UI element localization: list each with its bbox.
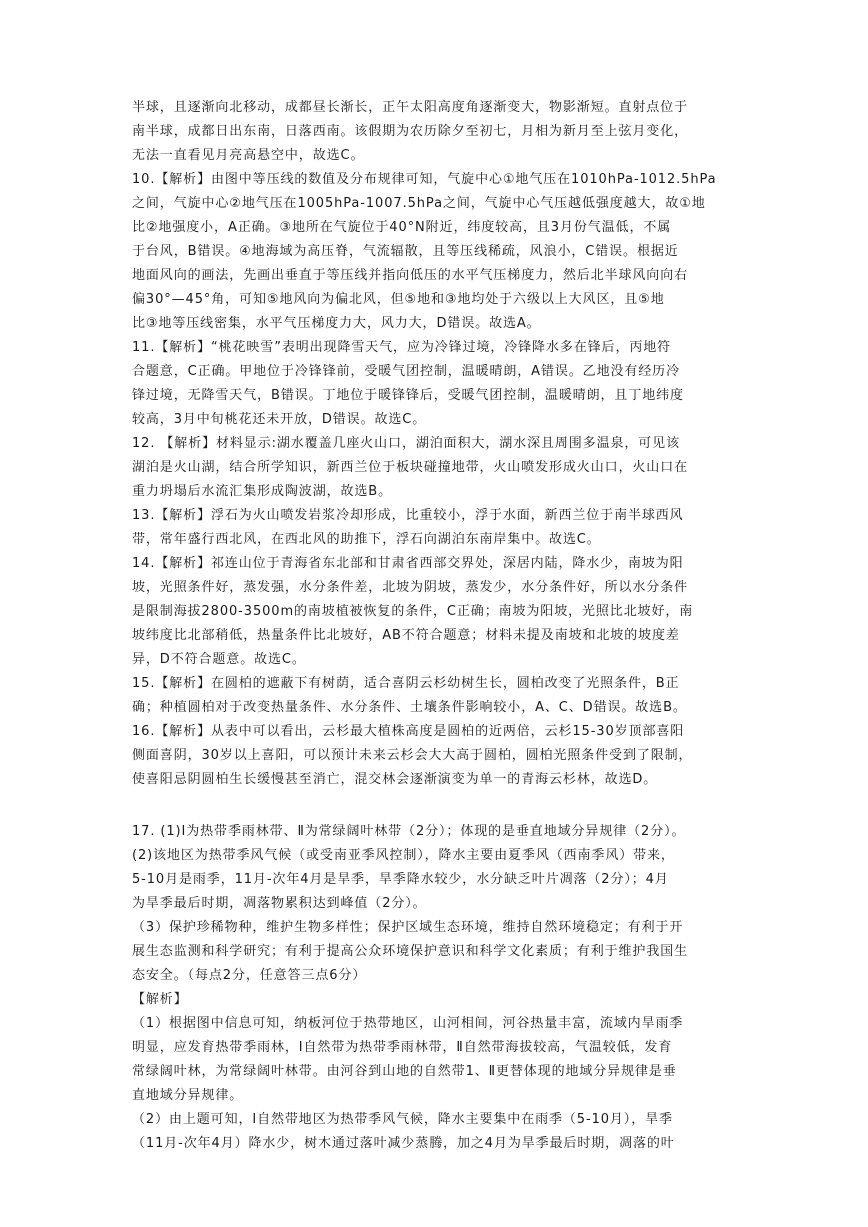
text-line: 14.【解析】祁连山位于青海省东北部和甘肃省西部交界处，深居内陆，降水少，南坡为阳 [132,556,684,571]
text-line: 5-10月是雨季，11月-次年4月是旱季，旱季降水较少，水分缺乏叶片凋落（2分）；4月 [132,872,669,887]
text-line: 半球，且逐渐向北移动，成都昼长渐长，正午太阳高度角逐渐变大，物影渐短。直射点位于 [132,100,689,115]
text-line: 是限制海拔2800-3500m的南坡植被恢复的条件，C正确；南坡为阳坡，光照比北坡好，南 [132,604,694,619]
text-line: 态安全。（每点2分，任意答三点6分） [132,968,367,983]
text-line: （1）根据图中信息可知，纳板河位于热带地区，山河相间，河谷热量丰富，流域内旱雨季 [132,1016,684,1031]
text-line: 地面风向的画法，先画出垂直于等压线并指向低压的水平气压梯度力，然后北半球风向向右 [132,268,689,283]
answers-block-q17 [132,820,740,1156]
text-line: 直地域分异规律。 [132,1088,244,1103]
text-line: (2)该地区为热带季风气候（或受南亚季风控制），降水主要由夏季风（西南季风）带来， [132,848,675,863]
text-line: 13.【解析】浮石为火山喷发岩浆冷却形成，比重较小，浮于水面，新西兰位于南半球西风 [132,508,684,523]
text-line: 重力坍塌后水流汇集形成陶波湖，故选B。 [132,484,393,499]
text-line: 湖泊是火山湖，结合所学知识，新西兰位于板块碰撞地带，火山喷发形成火山口，火山口在 [132,460,689,475]
text-line: 展生态监测和科学研究；有利于提高公众环境保护意识和科学文化素质；有利于维护我国生 [132,944,689,959]
text-line: 16.【解析】从表中可以看出，云杉最大植株高度是圆柏的近两倍，云杉15-30岁顶部喜阳 [132,724,685,739]
text-line: 南半球，成都日出东南，日落西南。该假期为农历除夕至初七，月相为新月至上弦月变化， [132,124,689,139]
text-line: 较高，3月中旬桃花还未开放，D错误。故选C。 [132,412,427,427]
text-line: 合题意，C正确。甲地位于冷锋锋前，受暖气团控制，温暖晴朗，A错误。乙地没有经历冷 [132,364,680,379]
text-line: 17. (1)Ⅰ为热带季雨林带、Ⅱ为常绿阔叶林带（2分）；体现的是垂直地域分异规律（2分）。 [132,824,686,839]
text-line: 11.【解析】“桃花映雪”表明出现降雪天气，应为冷锋过境，冷锋降水多在锋后，丙地符 [132,340,672,355]
text-line: 比③地等压线密集，水平气压梯度力大，风力大，D错误。故选A。 [132,316,541,331]
text-line: 侧面喜阴，30岁以上喜阳，可以预计未来云杉会大大高于圆柏，圆柏光照条件受到了限制， [132,748,693,763]
text-line: 使喜阳忌阴圆柏生长缓慢甚至消亡，混交林会逐渐演变为单一的青海云杉林，故选D。 [132,772,658,787]
text-line: 之间，气旋中心②地气压在1005hPa-1007.5hPa之间，气旋中心气压越低强度越大，故①地 [132,196,706,211]
text-line: 带，常年盛行西北风，在西北风的助推下，浮石向湖泊东南岸集中。故选C。 [132,532,601,547]
text-line: （3）保护珍稀物种，维护生物多样性；保护区域生态环境，维持自然环境稳定；有利于开 [132,920,684,935]
text-line: 明显，应发育热带季雨林，Ⅰ自然带为热带季雨林带，Ⅱ自然带海拔较高，气温较低，发育 [132,1040,673,1055]
text-line: 确；种植圆柏对于改变热量条件、水分条件、土壤条件影响较小，A、C、D错误。故选B。 [132,700,687,715]
text-line: 12. 【解析】材料显示:湖水覆盖几座火山口，湖泊面积大，湖水深且周围多温泉，可见该 [132,436,680,451]
text-line: （2）由上题可知，Ⅰ自然带地区为热带季风气候，降水主要集中在雨季（5-10月），旱季 [132,1112,673,1127]
text-line: 坡纬度比北部稍低，热量条件比北坡好，AB不符合题意；材料未提及南坡和北坡的坡度差 [132,628,680,643]
text-line: 坡，光照条件好，蒸发强，水分条件差，北坡为阴坡，蒸发少，水分条件好，所以水分条件 [132,580,689,595]
text-line: 异，D不符合题意。故选C。 [132,652,306,667]
text-line: 比②地强度小，A正确。③地所在气旋位于40°N附近，纬度较高，且3月份气温低，不属 [132,220,672,235]
text-line: （11月-次年4月）降水少，树木通过落叶减少蒸腾，加之4月为旱季最后时期，凋落的叶 [132,1136,675,1151]
text-line: 常绿阔叶林，为常绿阔叶林带。由河谷到山地的自然带1、Ⅱ更替体现的地域分异规律是垂 [132,1064,677,1079]
answers-block-choice [132,96,740,792]
paragraph-gap [132,792,740,820]
text-line: 15.【解析】在圆柏的遮蔽下有树荫，适合喜阴云杉幼树生长，圆柏改变了光照条件，B正 [132,676,680,691]
text-line: 于台风，B错误。④地海域为高压脊，气流辐散，且等压线稀疏，风浪小，C错误。根据近 [132,244,679,259]
answer-text [132,96,740,1156]
text-line: 【解析】 [132,992,188,1007]
text-line: 无法一直看见月亮高悬空中，故选C。 [132,148,365,163]
text-line: 偏30°—45°角，可知⑤地风向为偏北风，但⑤地和③地均处于六级以上大风区，且⑤地 [132,292,665,307]
text-line: 10.【解析】由图中等压线的数值及分布规律可知，气旋中心①地气压在1010hPa-1012.5hPa [132,172,717,187]
text-line: 为旱季最后时期，凋落物累积达到峰值（2分）。 [132,896,427,911]
text-line: 锋过境，无降雪天气，B错误。丁地位于暖锋锋后，受暖气团控制，温暖晴朗，且丁地纬度 [132,388,684,403]
